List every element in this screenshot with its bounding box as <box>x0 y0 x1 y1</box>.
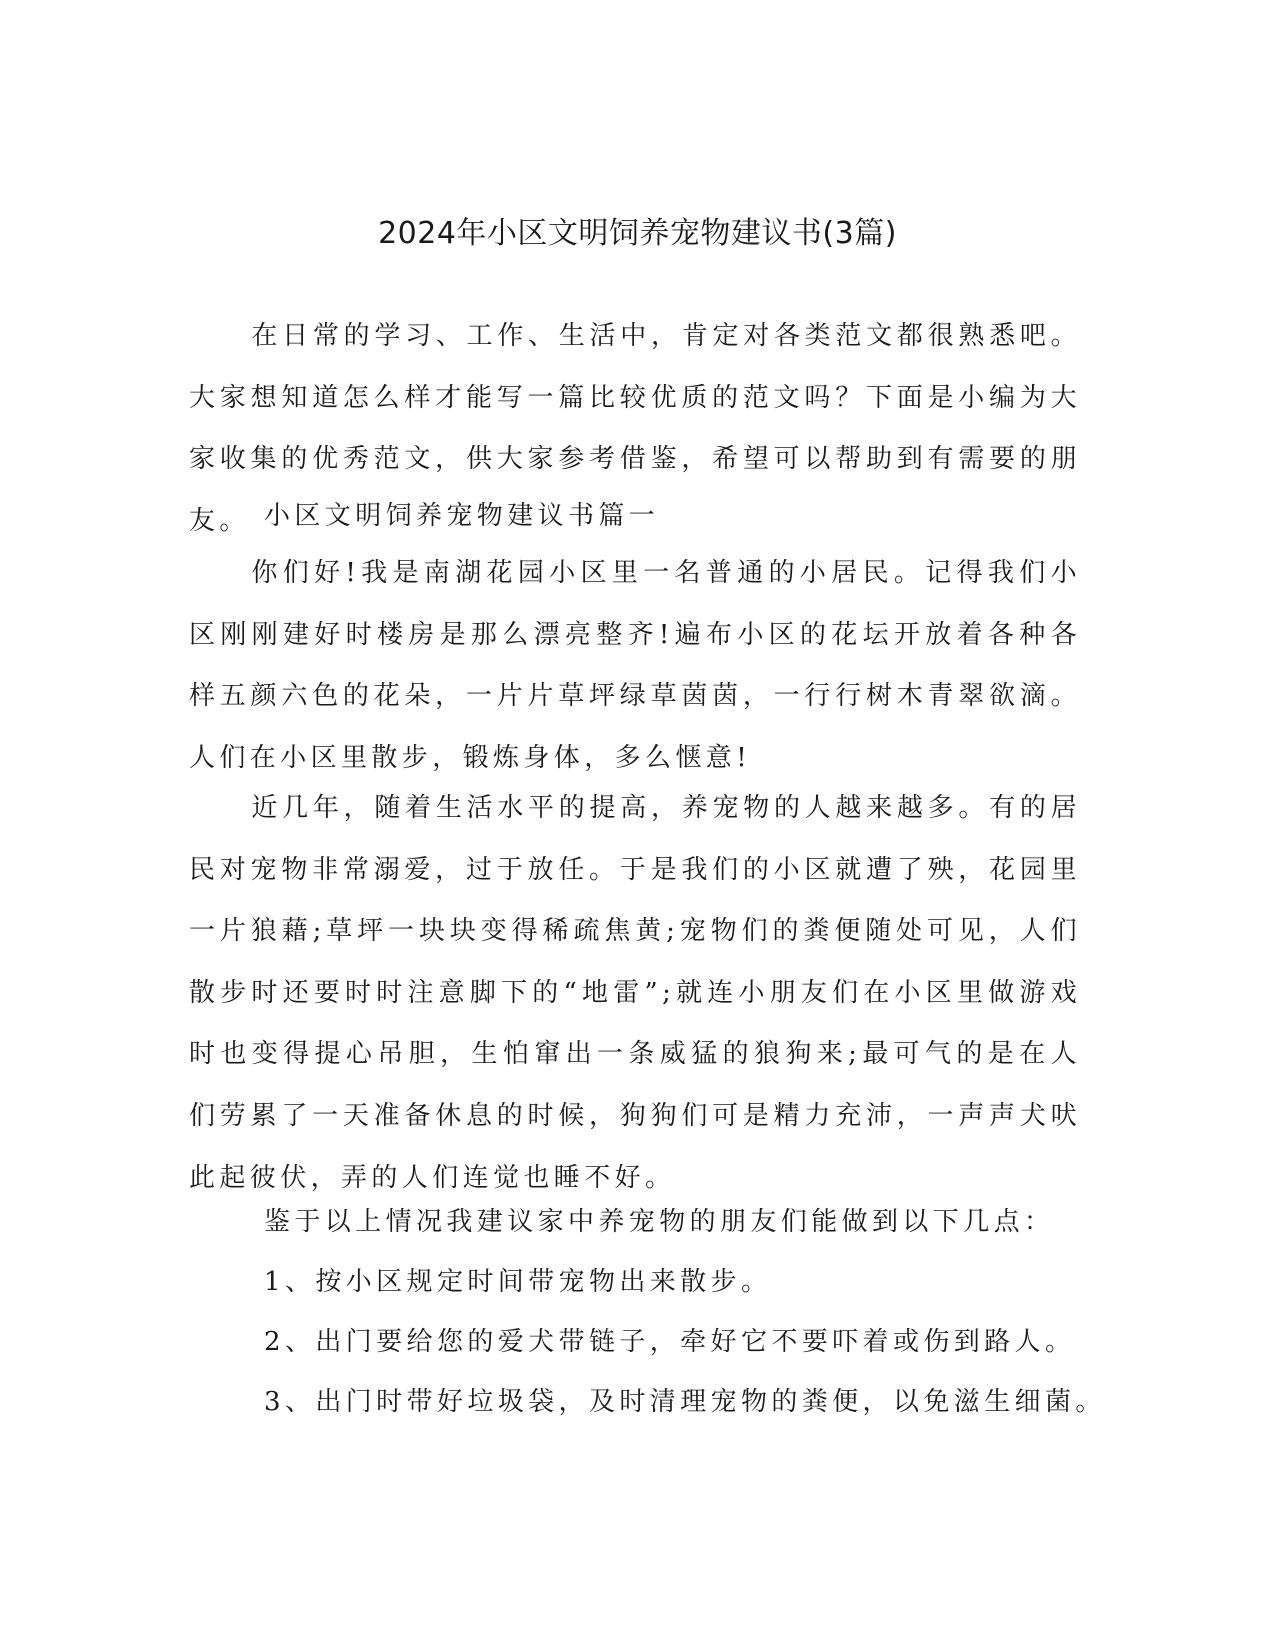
document-title: 2024年小区文明饲养宠物建议书(3篇) <box>378 216 897 251</box>
paragraph-2: 近几年，随着生活水平的提高，养宠物的人越来越多。有的居民对宠物非常溺爱，过于放任。于是我们的小区就遭了殃，花园里一片狼藉;草坪一块块变得稀疏焦黄;宠物们的粪便随处可见，人们散步时还要时时注意脚下的“地雷”;就连小朋友们在小区里做游戏时也变得提心吊胆，生怕窜出一条威猛的狼狗来;最可气的是在人们劳累了一天准备休息的时候，狗狗们可是精力充沛，一声声犬吠此起彼伏，弄的人们连觉也睡不好。 <box>189 793 1081 1193</box>
paragraph-1: 你们好!我是南湖花园小区里一名普通的小居民。记得我们小区刚刚建好时楼房是那么漂亮整齐!遍布小区的花坛开放着各种各样五颜六色的花朵，一片片草坪绿草茵茵，一行行树木青翠欲滴。人们在小区里散步，锻炼身体，多么惬意! <box>189 558 1081 773</box>
list-item: 3、出门时带好垃圾袋，及时清理宠物的粪便，以免滋生细菌。 <box>264 1387 1106 1417</box>
section-heading: 小区文明饲养宠物建议书篇一 <box>264 501 660 531</box>
list-item: 1、按小区规定时间带宠物出来散步。 <box>264 1267 772 1297</box>
paragraph-block-1 <box>189 543 1081 789</box>
intro-paragraph: 在日常的学习、工作、生活中，肯定对各类范文都很熟悉吧。大家想知道怎么样才能写一篇比较优质的范文吗？下面是小编为大家收集的优秀范文，供大家参考借鉴，希望可以帮助到有需要的朋友。 <box>189 321 1081 536</box>
list-item: 2、出门要给您的爱犬带链子，牵好它不要吓着或伤到路人。 <box>264 1327 1076 1357</box>
paragraph-block-2 <box>189 778 1081 1209</box>
suggestion-intro: 鉴于以上情况我建议家中养宠物的朋友们能做到以下几点： <box>264 1207 1055 1237</box>
